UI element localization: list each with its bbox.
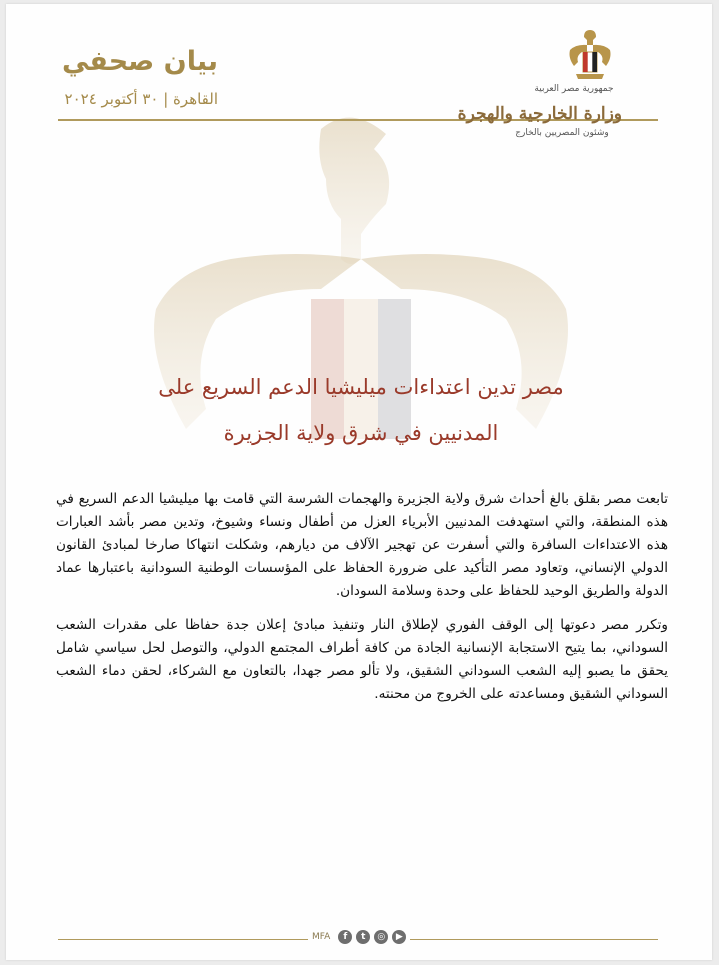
headline	[146, 364, 576, 456]
social-footer	[308, 930, 410, 944]
facebook-icon[interactable]: f	[338, 930, 352, 944]
press-release-page	[6, 4, 712, 960]
ministry-name: وزارة الخارجية والهجرة	[457, 104, 622, 124]
paragraph-2: وتكرر مصر دعوتها إلى الوقف الفوري لإطلاق النار وتنفيذ مبادئ إعلان جدة حفاظا على مقدرات الشعب السوداني، بما يتيح الاستجابة الإنسانية الجادة من كافة أطراف المجتمع الدولي، والتوصل لحل سياسي شامل يحقق ما يصبو إليه الشعب السوداني الشقيق، ولا تألو مصر جهدا، بالتعاون مع الشركاء، لحقن دماء الشعب السوداني الشقيق ومساعدته على الخروج من محنته.	[56, 617, 668, 702]
egypt-eagle-emblem-icon	[566, 28, 614, 82]
instagram-icon[interactable]: ◎	[374, 930, 388, 944]
headline-line-1: مصر تدين اعتداءات ميليشيا الدعم السريع على	[158, 375, 564, 399]
dateline: القاهرة | ٣٠ أكتوبر ٢٠٢٤	[64, 90, 218, 108]
paragraph-1: تابعت مصر بقلق بالغ أحداث شرق ولاية الجزيرة والهجمات الشرسة التي قامت بها ميليشيا الدعم السريع في هذه المنطقة، والتي استهدفت المدنيين الأبرياء العزل من أطفال ونساء وشيوخ، وتدين مصر بأشد العبارات هذه الاعتداءات السافرة والتي أسفرت عن تهجير الآلاف من ديارهم، وشكلت انتهاكا صارخا لمبادئ القانون الدولي الإنساني، وتعاود مصر التأكيد على ضرورة الحفاظ على المؤسسات الوطنية السودانية باعتبارها عماد الدولة والطريق الوحيد للحفاظ على وحدة وسلامة السودان.	[56, 491, 668, 599]
headline-line-2: المدنيين في شرق ولاية الجزيرة	[223, 421, 499, 445]
mfa-label: MFA	[312, 932, 331, 942]
press-release-title: بيان صحفي	[61, 46, 218, 77]
twitter-icon[interactable]: t	[356, 930, 370, 944]
country-name: جمهورية مصر العربية	[534, 84, 614, 94]
ministry-subtitle: وشئون المصريين بالخارج	[515, 128, 609, 138]
youtube-icon[interactable]: ▶	[392, 930, 406, 944]
statement-body	[56, 488, 668, 717]
